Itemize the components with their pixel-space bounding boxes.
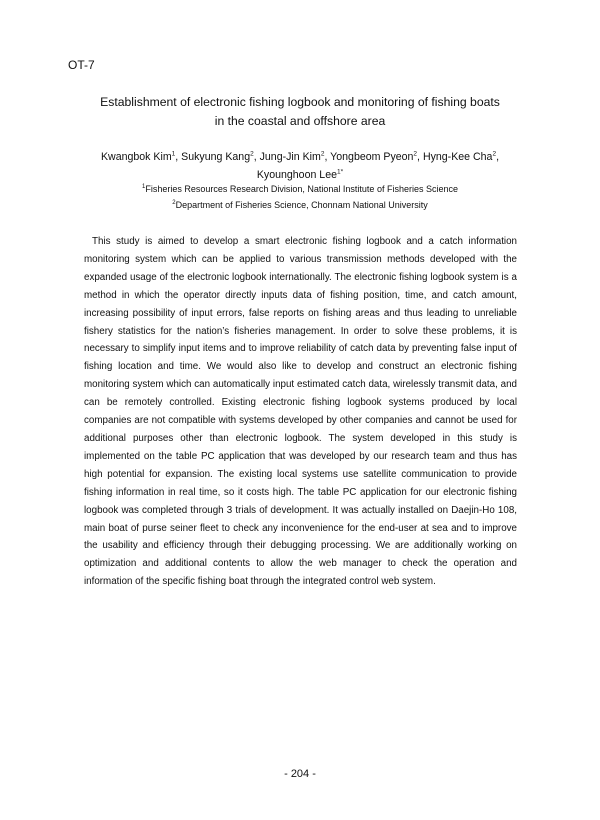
author-affiliation-mark: 1*	[336, 168, 344, 176]
author-name: Yongbeom Pyeon	[330, 151, 414, 163]
author-list	[40, 148, 560, 184]
author-affiliation-mark: 1	[171, 150, 176, 158]
author-affiliation-mark: 2	[320, 150, 325, 158]
author-affiliation-mark: 2	[250, 150, 254, 158]
author-separator: ,	[175, 151, 182, 163]
affiliation	[40, 197, 560, 213]
author-name: Kyounghoon Lee	[256, 169, 337, 181]
affiliation	[40, 181, 560, 197]
author-line-1	[40, 148, 560, 166]
author-separator: ,	[417, 151, 423, 163]
affiliation-mark: 1	[142, 184, 146, 190]
paper-title-line-1: Establishment of electronic fishing logbook and monitoring of fishing boats	[100, 95, 500, 109]
author-separator: ,	[496, 151, 500, 163]
author-name: Sukyung Kang	[181, 151, 251, 163]
paper-title	[40, 93, 560, 131]
affiliation-mark: 2	[172, 200, 176, 206]
paper-title-line-2: in the coastal and offshore area	[214, 114, 386, 128]
author-name: Kwangbok Kim	[100, 151, 172, 163]
author-name: Jung-Jin Kim	[259, 151, 321, 163]
affiliation-list	[40, 181, 560, 213]
author-name: Hyng-Kee Cha	[422, 151, 493, 163]
affiliation-text: Department of Fisheries Science, Chonnam National University	[175, 200, 428, 210]
author-affiliation-mark: 2	[492, 150, 497, 158]
page-number: - 204 -	[284, 768, 316, 780]
author-separator: ,	[253, 151, 260, 163]
affiliation-text: Fisheries Resources Research Division, National Institute of Fisheries Science	[145, 184, 458, 194]
author-affiliation-mark: 2	[413, 150, 418, 158]
author-separator: ,	[324, 151, 331, 163]
abstract-body: This study is aimed to develop a smart electronic fishing logbook and a catch information monitoring system which can be applied to various transmission methods developed with the expanded usage of the electronic logbook internationally. The electronic fishing logbook system is a method in which the operator directly inputs data of fishing position, time, and catch amount, increasing possibility of input errors, false reports on fishing areas and thus leading to unreliable fishery statistics for the nation’s fisheries management. In order to solve these problems, it is necessary to simplify input items and to improve reliability of catch data by preventing false input of fishing location and time. We would also like to develop and construct an electronic fishing monitoring system which can automatically input estimated catch data, wirelessly transmit data, and can be remotely controlled. Existing electronic fishing logbook systems produced by local companies are not compatible with systems developed by other companies and cannot be used for additional purposes other than electronic logbook. The system developed in this study is implemented on the table PC application that was developed by our research team and thus has high potential for expansion. The existing local systems use satellite communication to provide fishing information in real time, so it costs high. The table PC application for our electronic fishing logbook was completed through 3 trials of development. It was actually installed on Daejin-Ho 108, main boat of purse seiner fleet to check any inconvenience for the end-user at sea and to improve the usability and efficiency through their debugging processing. We are additionally working on optimization and additional contents to allow the web manager to check the operation and information of the specific fishing boat through the integrated control web system.	[84, 236, 517, 588]
session-code: OT-7	[68, 58, 95, 72]
